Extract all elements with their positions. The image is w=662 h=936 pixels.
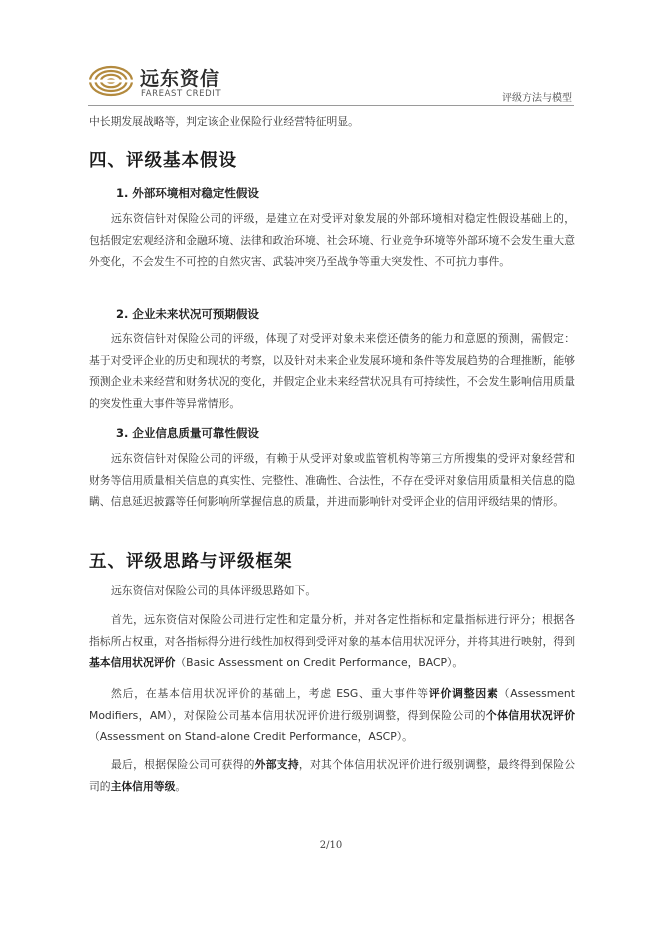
paragraph-5-4: [89, 754, 575, 797]
subheading-4-2: 2. 企业未来状况可预期假设: [116, 307, 259, 321]
section-5-heading: 五、评级思路与评级框架: [89, 552, 293, 572]
term-external-support: 外部支持: [254, 758, 299, 771]
subheading-4-1: 1. 外部环境相对稳定性假设: [116, 186, 259, 200]
term-bacp: 基本信用状况评价: [89, 656, 176, 669]
paragraph-5-2-tail: （Basic Assessment on Credit Performance，BACP）。: [175, 656, 464, 669]
paragraph-5-3-tail: （Assessment on Stand-alone Credit Performance，ASCP）。: [89, 730, 413, 743]
paragraph-5-3-text: 然后，在基本信用状况评价的基础上，考虑 ESG、重大事件等: [111, 687, 429, 700]
term-ascp: 个体信用状况评价: [485, 708, 575, 722]
term-am: 评价调整因素: [428, 687, 499, 700]
brand-name-cn: 远东资信: [140, 68, 221, 90]
paragraph-4-3: 远东资信针对保险公司的评级，有赖于从受评对象或监管机构等第三方所搜集的受评对象经营和财务等信用质量相关信息的真实性、完整性、准确性、合法性，不存在受评对象信用质量相关信息的隐瞒、信息延迟披露等任何影响所掌握信息的质量，并进而影响针对受评企业的信用评级结果的情形。: [89, 452, 575, 508]
subheading-4-3: 3. 企业信息质量可靠性假设: [116, 426, 259, 440]
header-section-tag: 评级方法与模型: [502, 93, 572, 104]
section-4-heading: 四、评级基本假设: [89, 151, 237, 171]
paragraph-5-3-mid: （Assessment Modifiers，AM），对保险公司基本信用状况评价进行级别调整，得到保险公司的: [89, 687, 576, 722]
paragraph-5-2-text: 首先，远东资信对保险公司进行定性和定量分析，并对各定性指标和定量指标进行评分；根据各指标所占权重，对各指标得分进行线性加权得到受评对象的基本信用状况评分，并将其进行映射，得到: [89, 613, 575, 648]
paragraph-5-4-text: 最后，根据保险公司可获得的: [111, 758, 255, 771]
paragraph-5-2: [89, 609, 575, 674]
header-divider: [88, 105, 574, 106]
paragraph-5-1: 远东资信对保险公司的具体评级思路如下。: [111, 584, 317, 597]
brand-name-en: FAREAST CREDIT: [141, 89, 222, 99]
term-issuer-rating: 主体信用等级: [110, 779, 176, 793]
page-number: 2/10: [319, 840, 343, 851]
paragraph-5-4-mid: ，对其个体信用状况评价进行级别调整，最终得到保险公司的: [89, 758, 576, 793]
intro-line: 中长期发展战略等，判定该企业保险行业经营特征明显。: [89, 115, 359, 128]
paragraph-5-3: [89, 683, 575, 748]
paragraph-5-4-tail: 。: [175, 779, 187, 793]
paragraph-4-2: 远东资信针对保险公司的评级，体现了对受评对象未来偿还债务的能力和意愿的预测，需假定：基于对受评企业的历史和现状的考察，以及针对未来企业发展环境和条件等发展趋势的合理推断，能够预测企业未来经营和财务状况的变化，并假定企业未来经营状况具有可持续性，不会发生影响信用质量的突发性重大事件等异常情形。: [89, 332, 575, 410]
paragraph-4-1: 远东资信针对保险公司的评级，是建立在对受评对象发展的外部环境相对稳定性假设基础上的，包括假定宏观经济和金融环境、法律和政治环境、社会环境、行业竞争环境等外部环境不会发生重大意外变化，不会发生不可控的自然灾害、武装冲突乃至战争等重大突发性、不可抗力事件。: [89, 212, 575, 268]
fareast-credit-logo-icon: [88, 64, 134, 98]
